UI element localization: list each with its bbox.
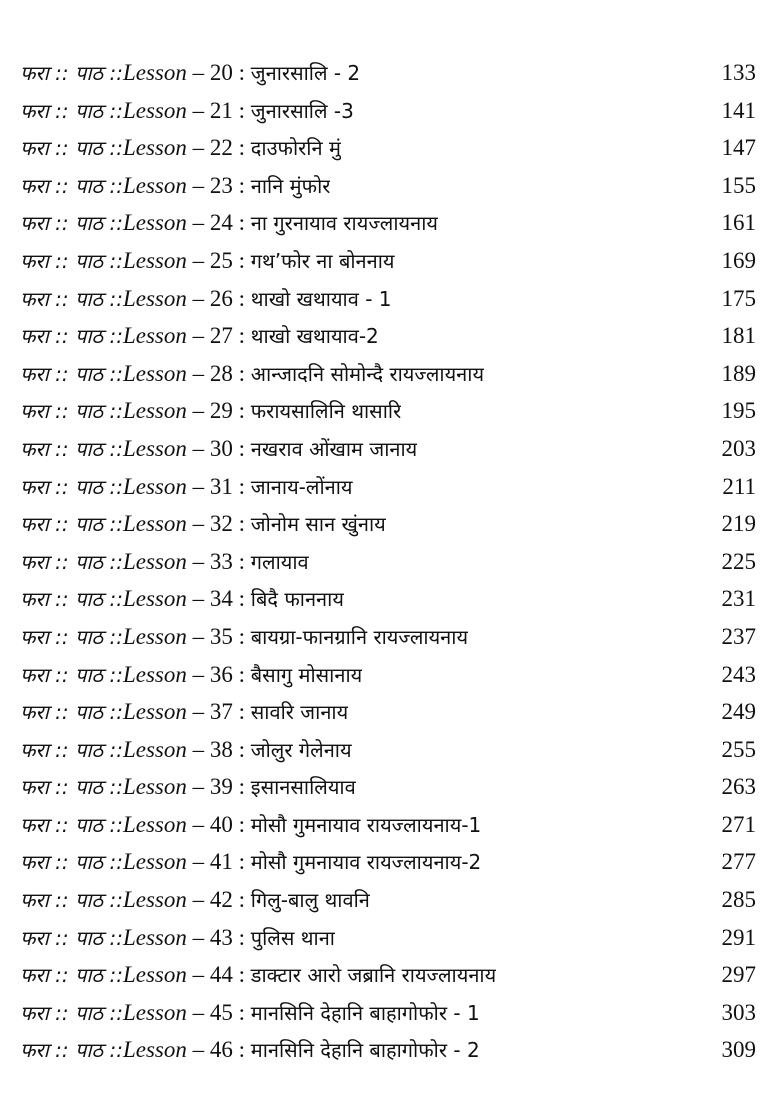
toc-dash: – [186, 661, 210, 687]
toc-entry-label [20, 543, 309, 582]
toc-lesson-number: 38 [209, 736, 233, 762]
toc-lesson-number: 24 [209, 210, 233, 236]
toc-prefix: फरा :: पाठ :: [20, 700, 123, 725]
toc-entry-label [20, 919, 335, 958]
toc-page-number: 291 [721, 924, 756, 950]
toc-dash: – [186, 360, 210, 386]
toc-colon: : [232, 586, 251, 612]
toc-dash: – [186, 924, 210, 950]
toc-entry [20, 54, 756, 92]
toc-lesson-title: नखराव ओंखाम जानाय [250, 436, 418, 461]
toc-page-number: 155 [721, 172, 756, 198]
toc-colon: : [232, 210, 251, 236]
toc-lesson-number: 36 [209, 661, 233, 687]
toc-lesson-title: सावरि जानाय [250, 700, 349, 725]
toc-page-number: 161 [721, 210, 756, 236]
toc-entry-label [20, 956, 496, 995]
toc-lesson-word: Lesson [122, 661, 187, 687]
toc-lesson-number: 33 [209, 548, 233, 574]
toc-entry [20, 468, 756, 506]
toc-page-number: 181 [721, 323, 756, 349]
toc-prefix: फरा :: पाठ :: [20, 888, 123, 913]
toc-dash: – [186, 1037, 210, 1063]
toc-dash: – [186, 999, 210, 1025]
toc-entry-label [20, 129, 341, 168]
toc-dash: – [186, 435, 210, 461]
toc-lesson-word: Lesson [122, 435, 187, 461]
toc-lesson-word: Lesson [122, 60, 187, 85]
toc-lesson-word: Lesson [122, 699, 187, 725]
toc-entry [20, 430, 756, 468]
toc-lesson-title: मोसौ गुमनायाव रायज्लायनाय-2 [250, 850, 482, 875]
toc-prefix: फरा :: पाठ :: [20, 737, 123, 762]
toc-lesson-word: Lesson [122, 135, 187, 161]
toc-lesson-word: Lesson [122, 849, 187, 875]
toc-prefix: फरा :: पाठ :: [20, 474, 123, 499]
toc-page-number: 141 [721, 97, 756, 123]
toc-lesson-word: Lesson [122, 511, 187, 537]
toc-lesson-word: Lesson [122, 548, 187, 574]
toc-entry-label [20, 768, 356, 807]
toc-page-number: 255 [721, 736, 756, 762]
toc-entry [20, 505, 756, 543]
toc-lesson-number: 32 [209, 511, 233, 537]
toc-entry-label [20, 843, 481, 882]
toc-entry-label [20, 204, 438, 243]
toc-page-number: 211 [722, 473, 756, 499]
toc-lesson-number: 26 [209, 285, 233, 311]
toc-lesson-number: 37 [209, 699, 233, 725]
toc-entry-label [20, 317, 379, 356]
toc-colon: : [232, 1037, 251, 1063]
toc-lesson-word: Lesson [122, 924, 187, 950]
toc-prefix: फरा :: पाठ :: [20, 361, 123, 386]
toc-page-number: 309 [721, 1037, 756, 1063]
toc-page-number: 277 [721, 849, 756, 875]
toc-entry [20, 919, 756, 957]
toc-lesson-number: 43 [209, 924, 233, 950]
toc-dash: – [186, 210, 210, 236]
toc-lesson-word: Lesson [122, 736, 187, 762]
toc-page-number: 231 [721, 586, 756, 612]
toc-entry-label [20, 806, 481, 845]
toc-dash: – [186, 849, 210, 875]
toc-entry-label [20, 355, 484, 394]
toc-entry [20, 129, 756, 167]
toc-dash: – [186, 962, 210, 988]
table-of-contents [20, 54, 756, 1069]
toc-lesson-title: दाउफोरनि मुं [250, 136, 341, 161]
toc-page-number: 297 [721, 962, 756, 988]
toc-entry-label [20, 392, 401, 431]
toc-lesson-title: जानाय-लोंनाय [250, 474, 353, 499]
toc-page-number: 133 [721, 60, 756, 85]
toc-dash: – [186, 586, 210, 612]
toc-lesson-number: 40 [209, 811, 233, 837]
toc-prefix: फरा :: पाठ :: [20, 211, 123, 236]
toc-dash: – [186, 511, 210, 537]
toc-page-number: 195 [721, 398, 756, 424]
toc-dash: – [186, 473, 210, 499]
toc-lesson-word: Lesson [122, 887, 187, 913]
toc-page-number: 169 [721, 247, 756, 273]
toc-colon: : [232, 360, 251, 386]
toc-lesson-number: 25 [209, 247, 233, 273]
toc-lesson-number: 23 [209, 172, 233, 198]
toc-dash: – [186, 736, 210, 762]
toc-lesson-title: गथ’फोर ना बोननाय [250, 248, 395, 273]
toc-dash: – [186, 323, 210, 349]
toc-page-number: 225 [721, 548, 756, 574]
toc-colon: : [232, 999, 251, 1025]
toc-lesson-word: Lesson [122, 247, 187, 273]
toc-colon: : [232, 172, 251, 198]
toc-entry [20, 317, 756, 355]
toc-prefix: फरा :: पाठ :: [20, 1000, 123, 1025]
toc-lesson-word: Lesson [122, 323, 187, 349]
toc-entry [20, 806, 756, 844]
toc-lesson-title: बैसागु मोसानाय [250, 662, 363, 687]
toc-entry-label [20, 468, 353, 507]
toc-lesson-number: 39 [209, 774, 233, 800]
toc-page-number: 249 [721, 699, 756, 725]
toc-entry [20, 843, 756, 881]
toc-entry [20, 618, 756, 656]
toc-lesson-title: डाक्टार आरो जब्रानि रायज्लायनाय [250, 963, 497, 988]
toc-lesson-title: थाखो खथायाव-2 [250, 324, 379, 349]
toc-entry [20, 1031, 756, 1069]
toc-page-number: 243 [721, 661, 756, 687]
toc-entry [20, 693, 756, 731]
toc-page-number: 237 [721, 623, 756, 649]
toc-entry [20, 204, 756, 242]
toc-lesson-title: इसानसालियाव [250, 775, 356, 800]
toc-prefix: फरा :: पाठ :: [20, 436, 123, 461]
toc-entry-label [20, 731, 352, 770]
toc-colon: : [232, 511, 251, 537]
toc-dash: – [186, 623, 210, 649]
toc-entry-label [20, 1031, 480, 1070]
toc-lesson-word: Lesson [122, 999, 187, 1025]
toc-page-number: 175 [721, 285, 756, 311]
toc-colon: : [232, 661, 251, 687]
toc-lesson-title: मोसौ गुमनायाव रायज्लायनाय-1 [250, 812, 482, 837]
toc-entry-label [20, 994, 480, 1033]
toc-dash: – [186, 887, 210, 913]
toc-lesson-title: जोलुर गेलेनाय [250, 737, 352, 762]
toc-colon: : [232, 473, 251, 499]
toc-dash: – [186, 172, 210, 198]
toc-dash: – [186, 774, 210, 800]
toc-lesson-title: मानसिनि देहानि बाहागोफोर - 1 [250, 1000, 480, 1025]
toc-page-number: 271 [721, 811, 756, 837]
toc-colon: : [232, 548, 251, 574]
toc-colon: : [232, 924, 251, 950]
toc-colon: : [232, 60, 251, 85]
toc-entry [20, 242, 756, 280]
toc-lesson-word: Lesson [122, 360, 187, 386]
toc-colon: : [232, 285, 251, 311]
toc-lesson-number: 34 [209, 586, 233, 612]
toc-entry-label [20, 693, 348, 732]
toc-lesson-number: 27 [209, 323, 233, 349]
toc-colon: : [232, 135, 251, 161]
toc-entry [20, 881, 756, 919]
toc-lesson-number: 22 [209, 135, 233, 161]
toc-entry [20, 392, 756, 430]
toc-lesson-number: 35 [209, 623, 233, 649]
toc-entry-label [20, 881, 370, 920]
toc-dash: – [186, 247, 210, 273]
toc-entry [20, 92, 756, 130]
toc-page-number: 303 [721, 999, 756, 1025]
toc-lesson-word: Lesson [122, 473, 187, 499]
toc-colon: : [232, 435, 251, 461]
toc-entry [20, 956, 756, 994]
toc-prefix: फरा :: पाठ :: [20, 399, 123, 424]
toc-lesson-title: नानि मुंफोर [250, 173, 331, 198]
toc-prefix: फरा :: पाठ :: [20, 61, 123, 85]
toc-prefix: फरा :: पाठ :: [20, 925, 123, 950]
toc-prefix: फरा :: पाठ :: [20, 549, 123, 574]
toc-entry [20, 731, 756, 769]
toc-lesson-number: 31 [209, 473, 233, 499]
toc-colon: : [232, 247, 251, 273]
toc-colon: : [232, 699, 251, 725]
toc-prefix: फरा :: पाठ :: [20, 850, 123, 875]
toc-entry [20, 543, 756, 581]
toc-prefix: फरा :: पाठ :: [20, 963, 123, 988]
toc-prefix: फरा :: पाठ :: [20, 248, 123, 273]
toc-dash: – [186, 60, 210, 85]
toc-dash: – [186, 285, 210, 311]
toc-lesson-word: Lesson [122, 172, 187, 198]
toc-prefix: फरा :: पाठ :: [20, 98, 123, 123]
toc-prefix: फरा :: पाठ :: [20, 324, 123, 349]
toc-lesson-word: Lesson [122, 398, 187, 424]
toc-lesson-word: Lesson [122, 962, 187, 988]
toc-entry [20, 656, 756, 694]
toc-entry [20, 167, 756, 205]
toc-lesson-word: Lesson [122, 1037, 187, 1063]
toc-entry [20, 280, 756, 318]
toc-lesson-word: Lesson [122, 623, 187, 649]
toc-lesson-number: 46 [209, 1037, 233, 1063]
toc-lesson-title: मानसिनि देहानि बाहागोफोर - 2 [250, 1038, 480, 1063]
toc-entry-label [20, 92, 354, 131]
toc-colon: : [232, 398, 251, 424]
toc-lesson-title: फरायसालिनि थासारि [250, 399, 402, 424]
toc-lesson-title: पुलिस थाना [250, 925, 335, 950]
toc-entry-label [20, 167, 330, 206]
toc-colon: : [232, 323, 251, 349]
toc-lesson-number: 28 [209, 360, 233, 386]
toc-entry [20, 768, 756, 806]
toc-entry-label [20, 656, 362, 695]
toc-lesson-number: 45 [209, 999, 233, 1025]
toc-entry-label [20, 580, 344, 619]
toc-lesson-title: ना गुरनायाव रायज्लायनाय [250, 211, 439, 236]
toc-prefix: फरा :: पाठ :: [20, 1038, 123, 1063]
toc-dash: – [186, 548, 210, 574]
toc-entry [20, 994, 756, 1032]
toc-dash: – [186, 699, 210, 725]
toc-lesson-title: आन्जादनि सोमोन्दै रायज्लायनाय [250, 361, 485, 386]
toc-lesson-word: Lesson [122, 210, 187, 236]
toc-page-number: 203 [721, 435, 756, 461]
toc-lesson-number: 30 [209, 435, 233, 461]
toc-lesson-title: जोनोम सान खुंनाय [250, 512, 386, 537]
toc-entry [20, 355, 756, 393]
toc-lesson-title: बिदै फाननाय [250, 587, 344, 612]
toc-lesson-word: Lesson [122, 586, 187, 612]
toc-lesson-title: गलायाव [250, 549, 309, 574]
toc-entry-label [20, 618, 468, 657]
toc-prefix: फरा :: पाठ :: [20, 512, 123, 537]
toc-lesson-word: Lesson [122, 774, 187, 800]
toc-colon: : [232, 849, 251, 875]
toc-entry-label [20, 430, 417, 469]
toc-lesson-number: 21 [209, 97, 233, 123]
toc-dash: – [186, 97, 210, 123]
toc-colon: : [232, 97, 251, 123]
toc-prefix: फरा :: पाठ :: [20, 136, 123, 161]
toc-lesson-title: जुनारसालि - 2 [250, 61, 361, 85]
toc-page-number: 189 [721, 360, 756, 386]
toc-page-number: 263 [721, 774, 756, 800]
toc-lesson-title: थाखो खथायाव - 1 [250, 286, 392, 311]
toc-dash: – [186, 811, 210, 837]
toc-colon: : [232, 774, 251, 800]
toc-page-number: 219 [721, 511, 756, 537]
toc-colon: : [232, 736, 251, 762]
toc-prefix: फरा :: पाठ :: [20, 173, 123, 198]
toc-lesson-title: गिलु-बालु थावनि [250, 888, 370, 913]
toc-lesson-number: 42 [209, 887, 233, 913]
toc-lesson-word: Lesson [122, 285, 187, 311]
toc-entry-label [20, 505, 386, 544]
toc-lesson-title: बायग्रा-फानग्रानि रायज्लायनाय [250, 624, 469, 649]
toc-page-number: 147 [721, 135, 756, 161]
toc-prefix: फरा :: पाठ :: [20, 286, 123, 311]
toc-colon: : [232, 811, 251, 837]
toc-colon: : [232, 962, 251, 988]
toc-lesson-number: 20 [209, 60, 233, 85]
toc-dash: – [186, 398, 210, 424]
toc-entry-label [20, 54, 360, 93]
toc-colon: : [232, 887, 251, 913]
toc-lesson-word: Lesson [122, 97, 187, 123]
toc-page-number: 285 [721, 887, 756, 913]
toc-entry [20, 580, 756, 618]
toc-entry-label [20, 280, 392, 319]
toc-dash: – [186, 135, 210, 161]
toc-prefix: फरा :: पाठ :: [20, 775, 123, 800]
toc-prefix: फरा :: पाठ :: [20, 812, 123, 837]
toc-lesson-number: 29 [209, 398, 233, 424]
toc-prefix: फरा :: पाठ :: [20, 624, 123, 649]
toc-prefix: फरा :: पाठ :: [20, 587, 123, 612]
toc-colon: : [232, 623, 251, 649]
toc-lesson-number: 41 [209, 849, 233, 875]
toc-lesson-number: 44 [209, 962, 233, 988]
toc-lesson-word: Lesson [122, 811, 187, 837]
toc-prefix: फरा :: पाठ :: [20, 662, 123, 687]
toc-lesson-title: जुनारसालि -3 [250, 98, 354, 123]
toc-entry-label [20, 242, 395, 281]
